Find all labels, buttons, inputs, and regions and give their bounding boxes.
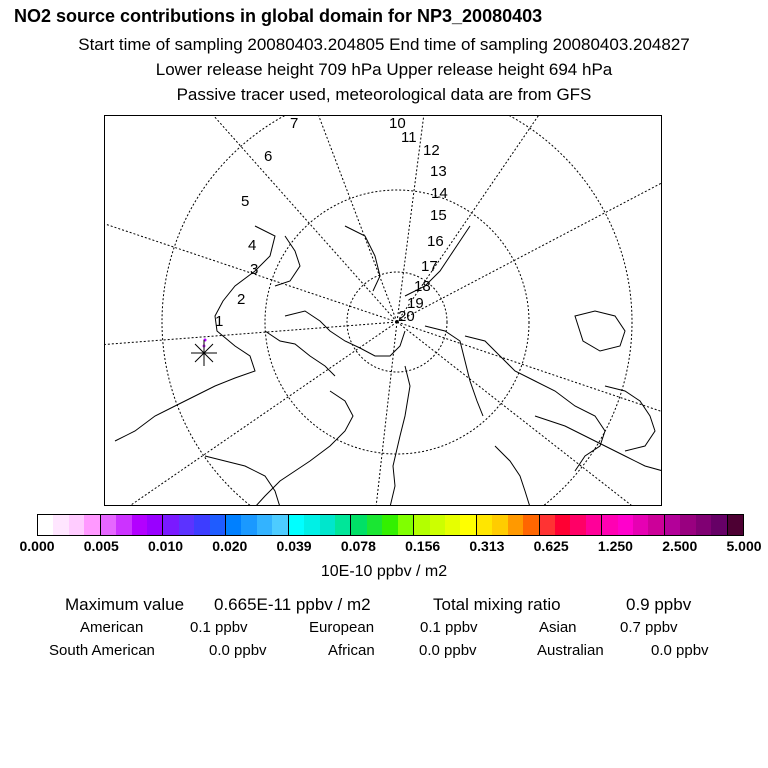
region-name: Australian [537,642,604,659]
colorbar-swatch [147,515,163,535]
colorbar-swatch [351,515,366,535]
sampling-time-line: Start time of sampling 20080403.204805 End time of sampling 20080403.204827 [78,35,690,54]
colorbar-tick-label: 0.156 [405,538,441,554]
trajectory-label: 5 [241,193,250,210]
colorbar-tick-label: 0.313 [469,538,505,554]
colorbar-swatch [69,515,84,535]
tracer-info-line: Passive tracer used, meteorological data are from GFS [176,85,592,104]
region-value: 0.1 ppbv [420,619,478,636]
colorbar-swatch [101,515,116,535]
colorbar-swatch [586,515,602,535]
trajectory-label: 14 [431,185,448,202]
max-value: 0.665E-11 ppbv / m2 [214,595,371,614]
coastline-alaska [275,236,300,286]
coastline-siberia [425,326,483,416]
region-name: American [80,619,144,636]
coastline-australia [575,311,625,351]
total-mixing-label: Total mixing ratio [433,595,561,614]
trajectory-label: 20 [398,308,415,325]
colorbar-tick-label: 0.010 [148,538,184,554]
coastline-east-asia [465,336,605,471]
colorbar-swatch [665,515,680,535]
colorbar-swatch [210,515,226,535]
region-name: European [309,619,375,636]
trajectory-label: 15 [430,207,447,224]
trajectory-label: 3 [250,261,259,278]
meridian [115,322,397,506]
colorbar-swatch [477,515,492,535]
colorbar-tick-label: 0.625 [533,538,569,554]
region-value: 0.0 ppbv [651,642,709,659]
colorbar-tick-label: 2.500 [662,538,698,554]
colorbar-swatch [540,515,555,535]
coastline-southeast [605,386,655,451]
colorbar-tick-label: 0.005 [83,538,119,554]
colorbar-tick-labels [0,538,768,558]
colorbar-units: 10E-10 ppbv / m2 [320,563,448,580]
colorbar-swatch [272,515,288,535]
colorbar-swatch [163,515,178,535]
coastline-arctic-islands [285,311,405,356]
trajectory-label: 2 [237,291,246,308]
colorbar-swatch [633,515,648,535]
colorbar-swatch [555,515,570,535]
colorbar-swatch [602,515,617,535]
trajectory-label: 16 [427,233,444,250]
colorbar-swatch [241,515,256,535]
colorbar [37,514,744,536]
colorbar-swatch [132,515,147,535]
colorbar-swatch [696,515,711,535]
colorbar-swatch [711,515,727,535]
total-mixing-value: 0.9 ppbv [626,595,692,614]
region-value: 0.0 ppbv [209,642,267,659]
colorbar-swatch [523,515,539,535]
coastline-arctic-islands-2 [265,331,335,376]
coastline-north-america [115,226,275,441]
colorbar-swatch [367,515,382,535]
colorbar-swatch [194,515,209,535]
colorbar-swatch [570,515,585,535]
colorbar-swatch [38,515,53,535]
region-value: 0.7 ppbv [620,619,678,636]
colorbar-swatch [460,515,476,535]
colorbar-swatch [680,515,695,535]
meridian [397,322,662,416]
source-asterisk [191,340,217,366]
map-canvas [105,116,662,506]
colorbar-swatch [179,515,194,535]
meridian [105,322,397,346]
colorbar-swatch [430,515,445,535]
region-value: 0.1 ppbv [190,619,248,636]
coastline-europe [255,391,353,506]
colorbar-swatch [728,515,743,535]
coastline-eurasia [390,366,410,506]
max-value-label: Maximum value [65,595,185,614]
colorbar-swatch [335,515,351,535]
region-name: South American [49,642,155,659]
meridian [205,116,397,322]
colorbar-swatch [53,515,68,535]
trajectory-label: 1 [215,313,224,330]
colorbar-tick-label: 0.000 [19,538,55,554]
region-name: Asian [539,619,577,636]
colorbar-swatch [304,515,319,535]
colorbar-swatch [382,515,397,535]
map-title: NO2 source contributions in global domain for NP3_20080403 [14,6,543,26]
trajectory-label: 18 [414,278,431,295]
trajectory-label: 4 [248,237,257,254]
meridian [315,116,397,322]
polar-map [104,115,662,506]
colorbar-swatch [226,515,241,535]
trajectory-label: 7 [290,116,299,132]
meridian [375,322,397,506]
trajectory-label: 13 [430,163,447,180]
trajectory-label: 10 [389,116,406,132]
coastline-asia-east [535,416,662,471]
trajectory-label: 17 [421,258,438,275]
colorbar-swatch [320,515,335,535]
colorbar-tick-label: 5.000 [726,538,762,554]
colorbar-tick-label: 0.020 [212,538,248,554]
colorbar-tick-label: 0.039 [276,538,312,554]
colorbar-swatch [398,515,414,535]
coastline-india [495,446,530,506]
colorbar-swatch [508,515,523,535]
colorbar-swatch [116,515,131,535]
trajectory-label: 19 [407,295,424,312]
trajectory-label: 11 [401,129,417,146]
colorbar-tick-label: 1.250 [597,538,633,554]
colorbar-tick-label: 0.078 [340,538,376,554]
colorbar-swatch [289,515,304,535]
colorbar-swatch [445,515,460,535]
region-name: African [328,642,375,659]
release-height-line: Lower release height 709 hPa Upper release height 694 hPa [155,60,613,79]
colorbar-swatch [648,515,664,535]
colorbar-swatch [618,515,633,535]
colorbar-swatch [492,515,507,535]
coastline-greenland-east [345,226,380,291]
colorbar-swatch [414,515,429,535]
region-value: 0.0 ppbv [419,642,477,659]
colorbar-swatch [257,515,272,535]
trajectory-label: 12 [423,142,440,159]
colorbar-swatch [84,515,100,535]
trajectory-label: 6 [264,148,273,165]
